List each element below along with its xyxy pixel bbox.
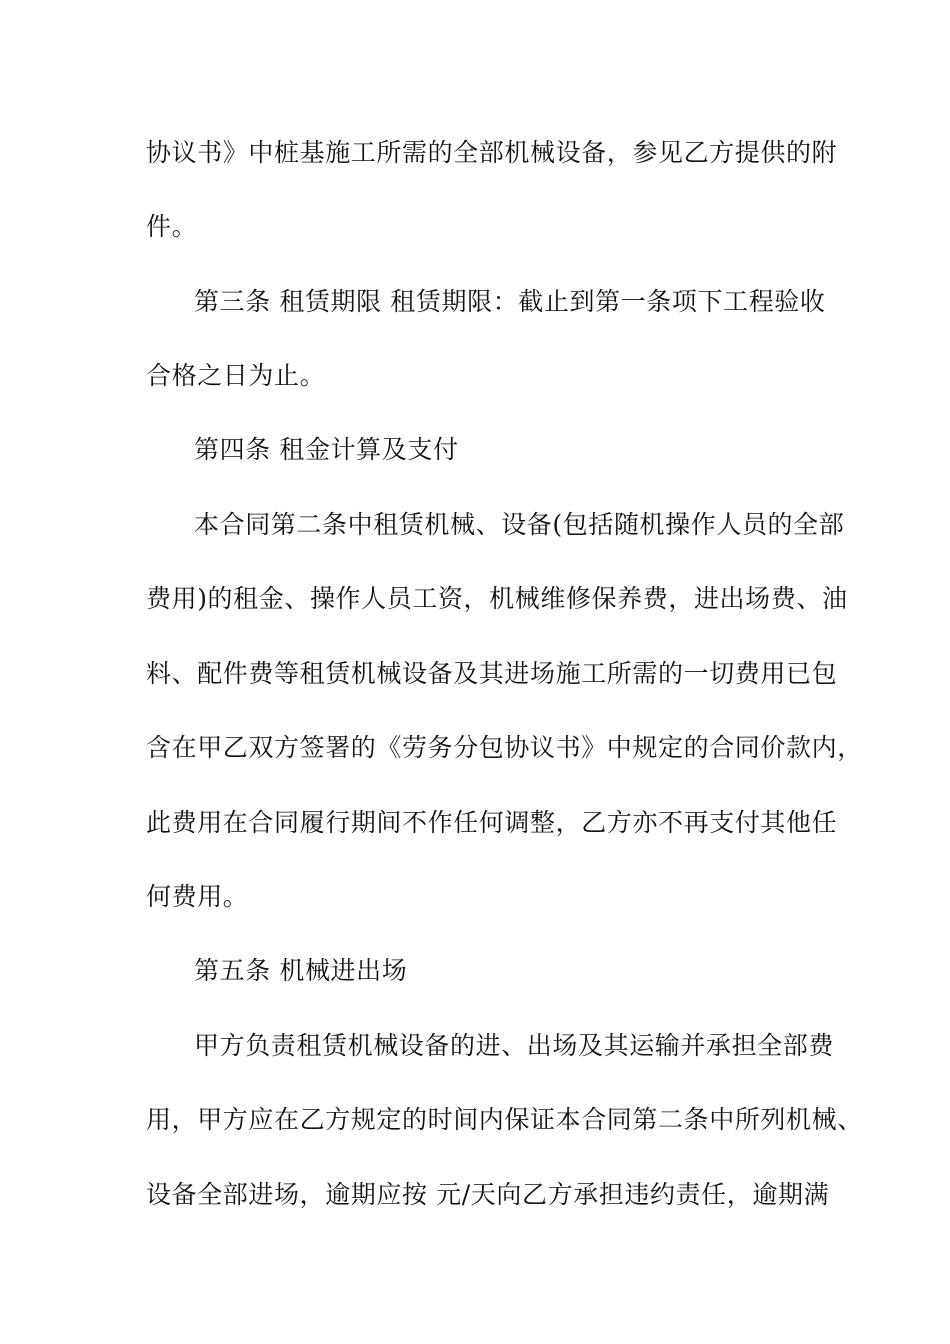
text-line: 件。: [146, 212, 198, 241]
text-line: 费用)的租金、操作人员工资，机械维修保养费，进出场费、油: [146, 584, 848, 613]
text-line: 甲方负责租赁机械设备的进、出场及其运输并承担全部费: [194, 1031, 835, 1060]
text-line: 料、配件费等租赁机械设备及其进场施工所需的一切费用已包: [146, 659, 838, 688]
article-4-heading: 第四条 租金计算及支付: [194, 435, 459, 464]
text-line: 何费用。: [146, 882, 249, 911]
text-line: 用，甲方应在乙方规定的时间内保证本合同第二条中所列机械、: [146, 1105, 863, 1134]
text-line: 本合同第二条中租赁机械、设备(包括随机操作人员的全部: [194, 510, 845, 539]
article-5-heading: 第五条 机械进出场: [194, 956, 408, 985]
text-line: 此费用在合同履行期间不作任何调整，乙方亦不再支付其他任: [146, 808, 838, 837]
text-line: 含在甲乙双方签署的《劳务分包协议书》中规定的合同价款内，: [146, 733, 863, 762]
text-line: 协议书》中桩基施工所需的全部机械设备，参见乙方提供的附: [146, 138, 838, 167]
article-3-heading: 第三条 租赁期限 租赁期限：截止到第一条项下工程验收: [194, 287, 826, 316]
text-line: 合格之日为止。: [146, 361, 326, 390]
text-line: 设备全部进场，逾期应按 元/天向乙方承担违约责任，逾期满: [146, 1180, 830, 1209]
